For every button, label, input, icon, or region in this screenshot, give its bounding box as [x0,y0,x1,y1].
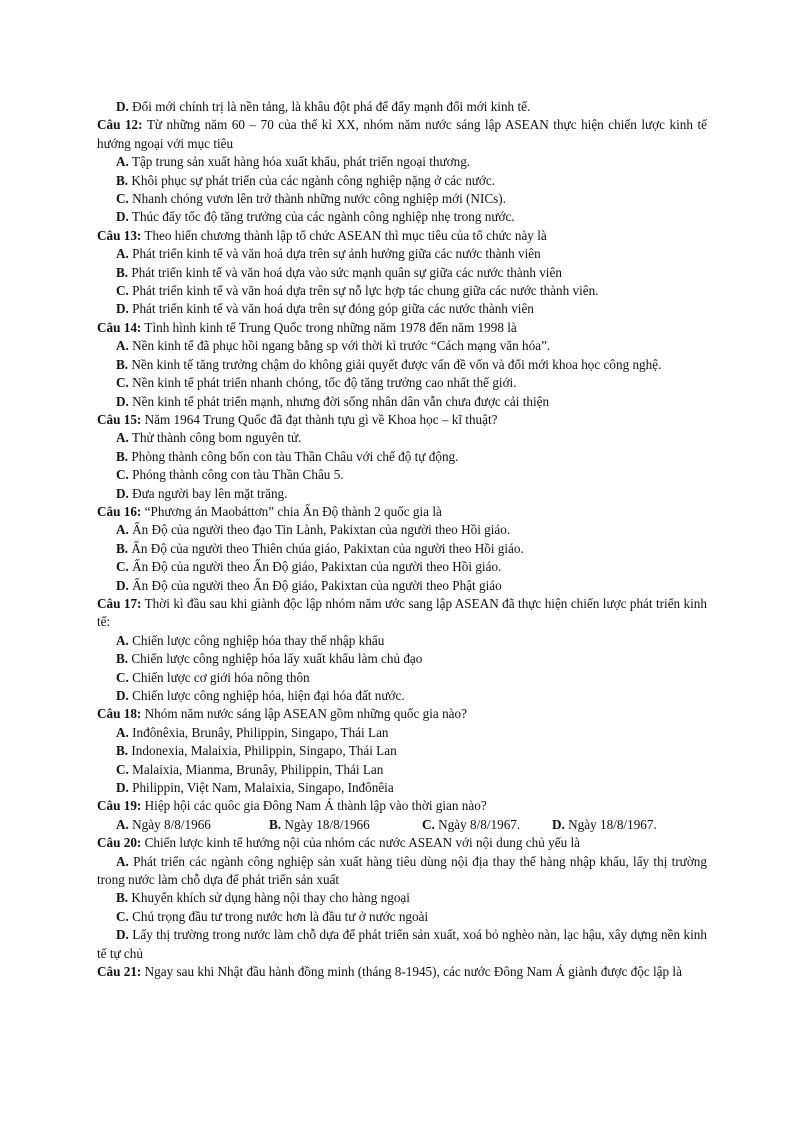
question-text: Theo hiến chương thành lập tổ chức ASEAN thì mục tiêu của tổ chức này là [141,227,547,243]
question-number: Câu 17: [97,595,142,611]
answer-option [97,282,707,300]
option-text: Ấn Độ của người theo Ấn Độ giáo, Pakixtan của người theo Hồi giáo. [128,559,502,575]
option-text: Ấn Độ của người theo Thiên chúa giáo, Pakixtan của người theo Hồi giáo. [128,540,524,556]
option-text: Malaixia, Mianma, Brunây, Philippin, Thái Lan [128,761,384,777]
option-text: Chiến lược cơ giới hóa nông thôn [128,669,310,685]
answer-option [97,153,707,171]
answer-option [269,816,422,834]
option-label: C. [116,191,129,207]
answer-option [97,724,707,742]
answer-option [97,337,707,355]
option-label: B. [116,356,129,372]
question-number: Câu 15: [97,411,142,427]
option-label: D. [116,577,129,593]
option-label: B. [116,890,129,906]
answer-option [97,208,707,226]
question-text: “Phương án Maobáttơn” chia Ấn Độ thành 2 quốc gia là [141,503,442,519]
answer-options-row [97,816,707,834]
answer-option [97,448,707,466]
option-text: Philippin, Việt Nam, Malaixia, Singapo, Inđônêia [128,780,394,796]
answer-option [97,264,707,282]
answer-option [97,485,707,503]
option-label: C. [116,375,129,391]
option-label: A. [116,430,129,446]
option-label: D. [116,301,129,317]
answer-option [97,540,707,558]
option-label: B. [116,172,129,188]
option-label: B. [116,448,129,464]
option-label: B. [116,264,129,280]
option-label: B. [116,651,129,667]
answer-option [97,908,707,926]
answer-option [97,300,707,318]
option-label: D. [552,816,565,832]
option-text: Ấn Độ của người theo Ấn Độ giáo, Pakixtan của người theo Phật giáo [128,577,502,593]
question [97,963,707,981]
answer-option [97,374,707,392]
exam-content [97,98,707,982]
option-text: Nền kinh tế phát triển mạnh, nhưng đời sống nhân dân vẫn chưa được cải thiện [128,393,550,409]
question-text: Chiến lược kinh tế hướng nội của nhóm các nước ASEAN với nội dung chủ yếu là [141,835,580,851]
option-label: C. [116,761,129,777]
answer-option [97,577,707,595]
option-text: Thúc đẩy tốc độ tăng trưởng của các ngành công nghiệp nhẹ trong nước. [128,209,515,225]
question [97,705,707,723]
option-text: Ngày 8/8/1966 [128,816,211,832]
option-label: C. [116,669,129,685]
question-number: Câu 21: [97,964,142,980]
option-text: Nhanh chóng vươn lên trở thành những nước công nghiệp mới (NICs). [128,191,506,207]
question-number: Câu 16: [97,503,142,519]
option-text: Lấy thị trường trong nước làm chỗ dựa để phát triển sản xuất, xoá bỏ nghèo nàn, lạc hậu, xây dựng nền kinh tế tự chủ [97,927,707,961]
option-label: A. [116,338,129,354]
option-label: C. [116,283,129,299]
answer-option [97,669,707,687]
option-label: B. [269,816,282,832]
option-label: C. [422,816,435,832]
option-text: Indonexia, Malaixia, Philippin, Singapo, Thái Lan [128,743,397,759]
question [97,411,707,429]
question [97,319,707,337]
question-text: Hiệp hội các quôc gia Đông Nam Á thành lập vào thời gian nào? [141,798,487,814]
option-text: Chiến lược công nghiệp hóa lấy xuất khẩu làm chủ đạo [128,651,423,667]
answer-option [97,687,707,705]
option-text: Phát triển kinh tế và văn hoá dựa trên sự nỗ lực hợp tác chung giữa các nước thành viên. [128,283,599,299]
answer-option [97,429,707,447]
option-text: Phát triển kinh tế và văn hoá dựa vào sức mạnh quân sự giữa các nước thành viên [128,264,562,280]
answer-option [97,779,707,797]
answer-option [97,558,707,576]
answer-option [97,393,707,411]
option-text: Chiến lược công nghiệp hóa, hiện đại hóa đất nước. [128,688,405,703]
option-label: D. [116,927,129,943]
option-text: Tập trung sản xuất hàng hóa xuất khẩu, phát triển ngoại thương. [128,154,471,170]
option-label: A. [116,632,129,648]
answer-option [97,356,707,374]
option-text: Phát triển kinh tế và văn hoá dựa trên sự ảnh hưởng giữa các nước thành viên [128,246,541,262]
option-text: Phóng thành công con tàu Thần Châu 5. [128,467,344,483]
option-label: A. [116,522,129,538]
option-label: A. [116,816,129,832]
question-text: Năm 1964 Trung Quốc đã đạt thành tựu gì về Khoa học – kĩ thuật? [141,411,498,427]
question-number: Câu 18: [97,706,142,722]
option-text: Ngày 8/8/1967. [434,816,521,832]
option-text: Ấn Độ của người theo đạo Tin Lành, Pakixtan của người theo Hồi giáo. [128,522,511,538]
question-number: Câu 12: [97,117,143,133]
option-text: Nền kinh tế đã phục hồi ngang bằng sp với thời kì trước “Cách mạng văn hóa”. [128,338,551,354]
option-text: Ngày 18/8/1967. [564,816,657,832]
question [97,503,707,521]
answer-option [97,245,707,263]
question-number: Câu 19: [97,798,142,814]
question-number: Câu 14: [97,319,142,335]
answer-option [116,816,269,834]
option-text: Khuyến khích sử dụng hàng nội thay cho hàng ngoại [128,890,410,906]
question [97,227,707,245]
option-label: A. [116,246,129,262]
question [97,595,707,632]
option-text: Ngày 18/8/1966 [281,816,370,832]
answer-option [97,632,707,650]
option-text: Phòng thành công bốn con tàu Thần Châu với chế độ tự động. [128,448,459,464]
option-label: D. [116,780,129,796]
option-text: Thử thành công bom nguyên tử. [128,430,302,446]
option-label: B. [116,743,129,759]
answer-option [97,761,707,779]
question-text: Nhóm năm nước sáng lập ASEAN gồm những quốc gia nào? [141,706,467,722]
answer-option [97,889,707,907]
option-text: Nền kinh tế phát triển nhanh chóng, tốc độ tăng trưởng cao nhất thế giới. [128,375,517,391]
question [97,834,707,852]
question [97,116,707,153]
answer-option [97,172,707,190]
option-label: C. [116,908,129,924]
option-label: C. [116,467,129,483]
answer-option [97,98,707,116]
option-label: A. [116,154,129,170]
answer-option [97,742,707,760]
option-text: Đổi mới chính trị là nền tảng, là khâu đột phá để đẩy mạnh đổi mới kinh tế. [128,99,531,114]
question-text: Thời kì đầu sau khi giành độc lập nhóm năm ước sang lập ASEAN đã thực hiện chiến lược phát triển kinh tế: [97,595,707,630]
option-text: Chú trọng đầu tư trong nước hơn là đầu tư ở nước ngoài [128,908,429,924]
option-label: B. [116,540,129,556]
question-number: Câu 13: [97,227,142,243]
question-text: Tình hình kinh tế Trung Quốc trong những năm 1978 đến năm 1998 là [141,319,517,335]
option-label: D. [116,393,129,409]
option-text: Khôi phục sự phát triển của các ngành công nghiệp nặng ở các nước. [128,172,496,188]
option-text: Inđônêxia, Brunây, Philippin, Singapo, Thái Lan [128,724,389,740]
option-text: Chiến lược công nghiệp hóa thay thế nhập khẩu [128,632,385,648]
option-text: Phát triển kinh tế và văn hoá dựa trên sự đóng góp giữa các nước thành viên [128,301,534,317]
option-label: A. [116,724,129,740]
answer-option [97,853,707,890]
answer-option [97,521,707,539]
answer-option [97,650,707,668]
option-label: D. [116,688,129,703]
answer-option [97,466,707,484]
answer-option [552,816,657,834]
option-text: Phát triển các ngành công nghiệp sản xuất hàng tiêu dùng nội địa thay thế hàng nhập khẩu, lấy thị trường trong nước làm chỗ dựa để phát triển sản xuất [97,853,707,888]
question-text: Ngay sau khi Nhật đầu hành đồng minh (tháng 8-1945), các nước Đông Nam Á giành được độc lập là [141,964,682,980]
question-number: Câu 20: [97,835,142,851]
option-label: A. [116,853,129,869]
option-label: D. [116,485,129,501]
answer-option [97,926,707,963]
option-label: C. [116,559,129,575]
option-label: D. [116,209,129,225]
option-label: D. [116,99,129,114]
answer-option [97,190,707,208]
answer-option [422,816,552,834]
option-text: Nền kinh tế tăng trưởng chậm do không giải quyết được vấn đề vốn và đổi mới khoa học công nghệ. [128,356,662,372]
question [97,797,707,815]
option-text: Đưa người bay lên mặt trăng. [128,485,288,501]
question-text: Từ những năm 60 – 70 của thế kỉ XX, nhóm năm nước sáng lập ASEAN thực hiện chiến lược kinh tế hướng ngoại với mục tiêu [97,117,707,151]
